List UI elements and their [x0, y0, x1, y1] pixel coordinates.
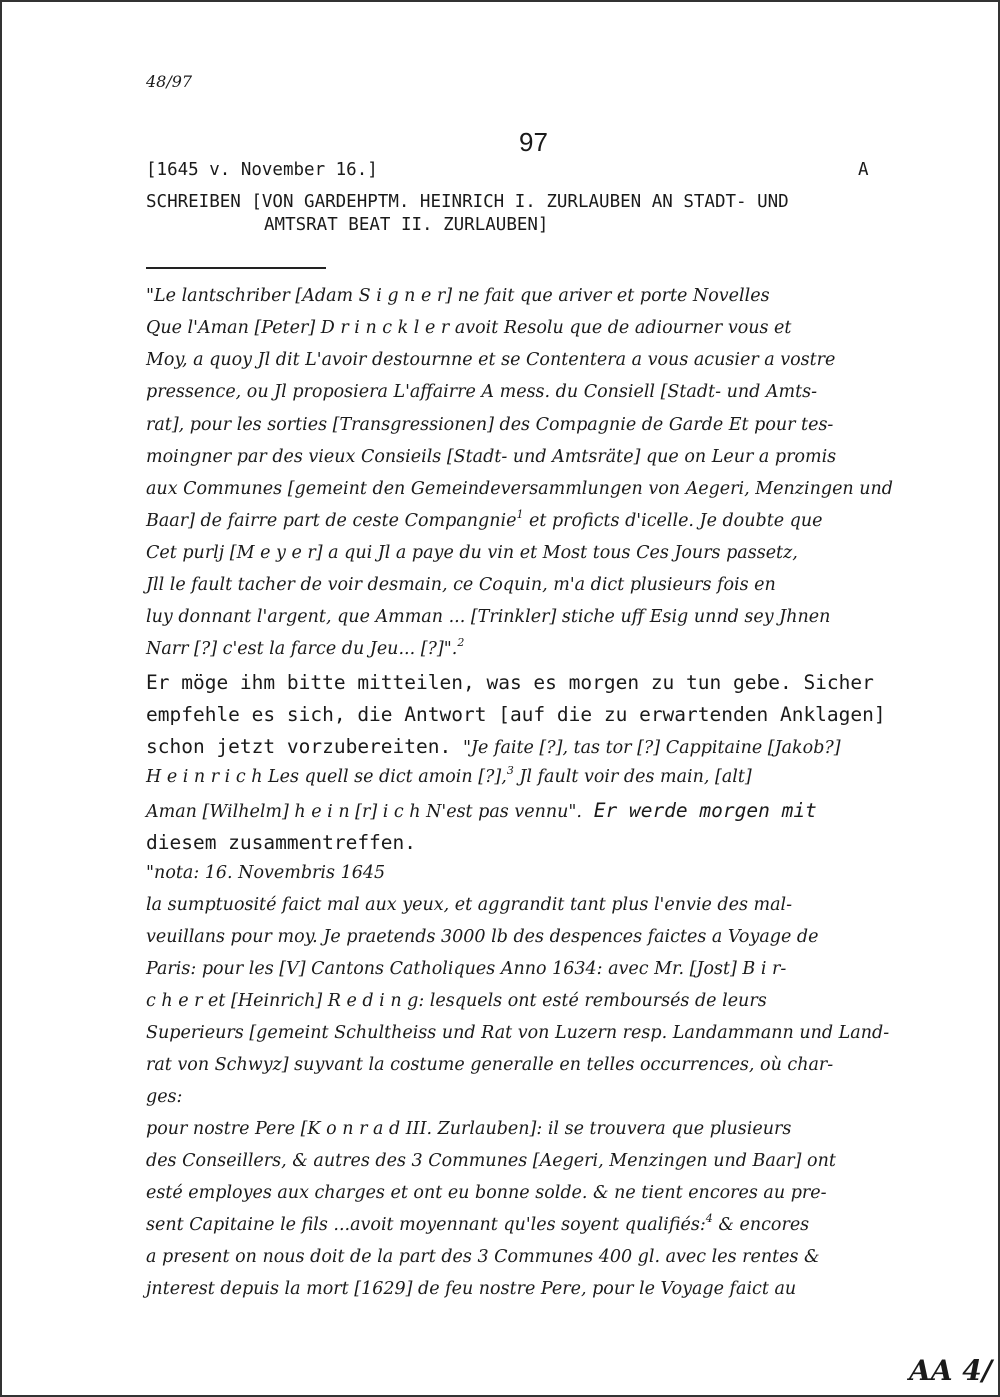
- text-line: [146, 1087, 182, 1107]
- text-line: [146, 479, 893, 499]
- line-text: pressence, ou Jl proposiera L'affairre A mess. du Consiell [Stadt- und Amts-: [146, 382, 818, 402]
- scan-border-top: [0, 0, 1000, 2]
- text-line: [146, 1183, 827, 1203]
- text-line: [146, 1023, 889, 1043]
- text-line: [146, 350, 835, 370]
- text-line: [146, 703, 886, 726]
- line-text: Narr [?] c'est la farce du Jeu... [?]".: [146, 639, 458, 659]
- text-line: [146, 543, 798, 563]
- paraphrase-text: Er werde morgen mit: [582, 799, 817, 822]
- line-text: Que l'Aman [Peter] D r i n c k l e r avoit Resolu que de adiourner vous et: [146, 318, 792, 338]
- footnote-marker: 2: [457, 636, 465, 649]
- text-line: [146, 1279, 796, 1299]
- line-text: aux Communes [gemeint den Gemeindeversammlungen von Aegeri, Menzingen und: [146, 479, 894, 499]
- text-line: [146, 831, 416, 854]
- line-text: Aman [Wilhelm] h e i n [r] i c h N'est pas vennu".: [146, 802, 582, 822]
- text-line: [146, 1055, 833, 1075]
- line-text: pour nostre Pere [K o n r a d III. Zurlauben]: il se trouvera que plusieurs: [146, 1119, 792, 1139]
- line-text: Paris: pour les [V] Cantons Catholiques Anno 1634: avec Mr. [Jost] B i r-: [146, 959, 787, 979]
- line-text: empfehle es sich, die Antwort [auf die zu erwartenden Anklagen]: [146, 703, 886, 726]
- line-text: Moy, a quoy Jl dit L'avoir destournne et se Contentera a vous acusier a vostre: [146, 350, 836, 370]
- line-text: esté employes aux charges et ont eu bonne solde. & ne tient encores au pre-: [146, 1183, 827, 1203]
- text-line: [146, 927, 818, 947]
- line-text: c h e r et [Heinrich] R e d i n g: lesquels ont esté remboursés de leurs: [146, 991, 767, 1011]
- text-line: [146, 895, 792, 915]
- text-line: [146, 1119, 791, 1139]
- footnote-marker: 1: [516, 508, 524, 521]
- folio-number: 48/97: [146, 72, 193, 91]
- quoted-text: "Je faite [?], tas tor [?] Cappitaine [Jakob?]: [462, 738, 841, 758]
- document-title-line-2: AMTSRAT BEAT II. ZURLAUBEN]: [264, 215, 549, 235]
- text-line: [146, 447, 836, 467]
- text-line: [146, 735, 841, 758]
- line-text: H e i n r i c h Les quell se dict amoin [?],: [146, 767, 507, 787]
- text-line: [146, 508, 823, 531]
- line-text: veuillans pour moy. Je praetends 3000 lb des despences faictes a Voyage de: [146, 927, 819, 947]
- document-title-line-1: SCHREIBEN [VON GARDEHPTM. HEINRICH I. ZURLAUBEN AN STADT- UND: [146, 192, 789, 212]
- text-line: [146, 863, 385, 883]
- section-letter: A: [858, 160, 869, 180]
- text-line: [146, 1212, 810, 1235]
- page-number: 97: [519, 127, 548, 157]
- line-text: la sumptuosité faict mal aux yeux, et aggrandit tant plus l'envie des mal-: [146, 895, 793, 915]
- line-text: Er möge ihm bitte mitteilen, was es morgen zu tun gebe. Sicher: [146, 671, 874, 694]
- line-text: "Le lantschriber [Adam S i g n e r] ne fait que ariver et porte Novelles: [146, 286, 770, 306]
- line-text-continued: & encores: [712, 1215, 810, 1235]
- line-text-continued: Jl fault voir des main, [alt]: [513, 767, 752, 787]
- line-text: Baar] de fairre part de ceste Compangnie: [146, 511, 517, 531]
- text-line: [146, 799, 817, 822]
- text-line: [146, 575, 776, 595]
- text-line: [146, 318, 791, 338]
- date-line: [1645 v. November 16.]: [146, 160, 378, 180]
- line-text-continued: et proficts d'icelle. Je doubte que: [523, 511, 823, 531]
- line-text: moingner par des vieux Consieils [Stadt- und Amtsräte] que on Leur a promis: [146, 447, 837, 467]
- footnote-marker: 3: [506, 764, 514, 777]
- text-line: [146, 607, 830, 627]
- line-text: Jll le fault tacher de voir desmain, ce Coquin, m'a dict plusieurs fois en: [146, 575, 776, 595]
- line-text: luy donnant l'argent, que Amman ... [Trinkler] stiche uff Esig unnd sey Jhnen: [146, 607, 831, 627]
- line-text: schon jetzt vorzubereiten.: [146, 735, 463, 758]
- line-text: rat], pour les sorties [Transgressionen] des Compagnie de Garde Et pour tes-: [146, 415, 834, 435]
- line-text: "nota: 16. Novembris 1645: [146, 863, 386, 883]
- text-line: [146, 382, 817, 402]
- line-text: Superieurs [gemeint Schultheiss und Rat von Luzern resp. Landammann und Land-: [146, 1023, 890, 1043]
- text-line: [146, 764, 752, 787]
- text-line: [146, 1247, 820, 1267]
- scan-border-left: [0, 0, 2, 1397]
- footnote-marker: 4: [705, 1212, 713, 1225]
- text-line: [146, 671, 874, 694]
- line-text: Cet purlj [M e y e r] a qui Jl a paye du vin et Most tous Ces Jours passetz,: [146, 543, 798, 563]
- line-text: a present on nous doit de la part des 3 Communes 400 gl. avec les rentes &: [146, 1247, 820, 1267]
- line-text: jnterest depuis la mort [1629] de feu nostre Pere, pour le Voyage faict au: [146, 1279, 797, 1299]
- line-text: rat von Schwyz] suyvant la costume generalle en telles occurrences, où char-: [146, 1055, 834, 1075]
- text-line: [146, 991, 767, 1011]
- text-line: [146, 959, 786, 979]
- separator-rule: [146, 267, 326, 269]
- line-text: diesem zusammentreffen.: [146, 831, 417, 854]
- text-line: [146, 1151, 836, 1171]
- line-text: sent Capitaine le fils ...avoit moyennant qu'les soyent qualifiés:: [146, 1215, 706, 1235]
- line-text: ges:: [146, 1087, 183, 1107]
- line-text: des Conseillers, & autres des 3 Communes [Aegeri, Menzingen und Baar] ont: [146, 1151, 836, 1171]
- text-line: [146, 636, 465, 659]
- text-line: [146, 415, 833, 435]
- handwritten-signature: AA 4/: [909, 1354, 992, 1387]
- text-line: [146, 286, 770, 306]
